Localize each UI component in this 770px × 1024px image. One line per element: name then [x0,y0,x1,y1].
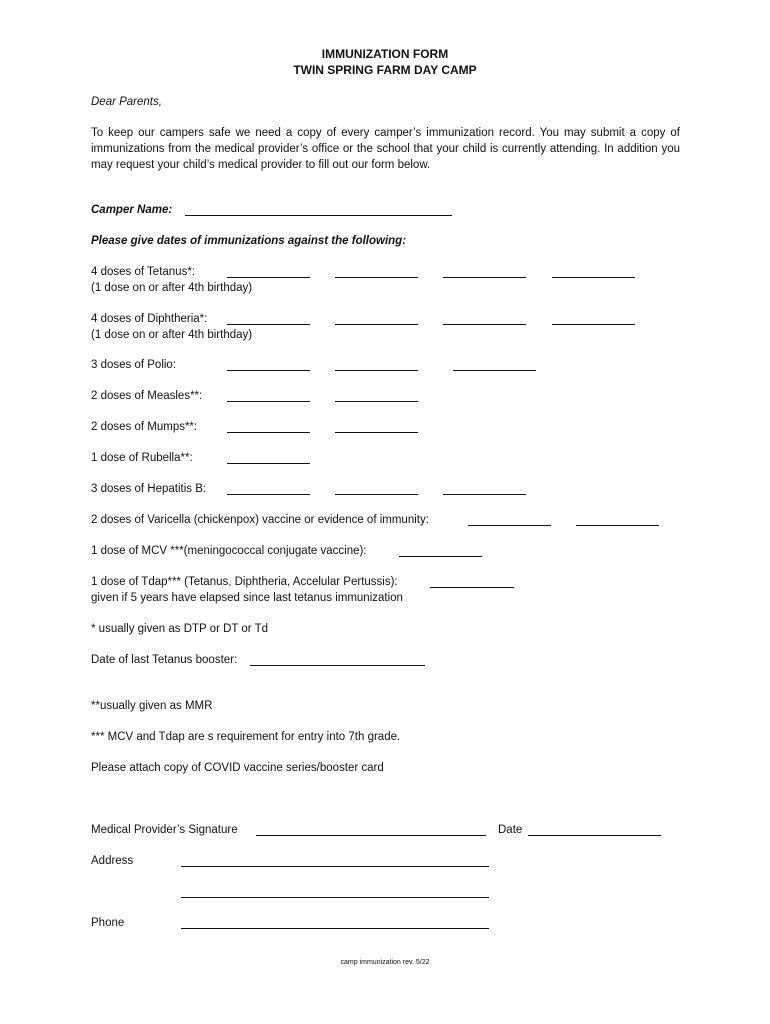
varicella-date-1[interactable] [468,525,551,526]
mcv-label: 1 dose of MCV ***(meningococcal conjugate vaccine): [91,545,367,557]
hepatitis-b-date-3[interactable] [443,494,526,495]
tetanus-date-1[interactable] [227,277,310,278]
polio-date-2[interactable] [335,370,418,371]
hepatitis-b-date-1[interactable] [227,494,310,495]
diphtheria-date-3[interactable] [443,324,526,325]
tdap-date[interactable] [430,587,514,588]
mcv-date[interactable] [399,556,482,557]
footnote-mmr: **usually given as MMR [91,700,213,712]
camper-name-label: Camper Name: [91,204,173,216]
mumps-date-2[interactable] [335,432,418,433]
diphtheria-note: (1 dose on or after 4th birthday) [91,329,253,341]
rubella-date-1[interactable] [227,463,310,464]
tetanus-date-2[interactable] [335,277,418,278]
polio-label: 3 doses of Polio: [91,359,177,371]
diphtheria-date-1[interactable] [227,324,310,325]
tdap-note: given if 5 years have elapsed since last tetanus immunization [91,592,403,604]
form-subtitle: TWIN SPRING FARM DAY CAMP [293,63,477,77]
footer-revision: camp immunization rev. 5/22 [340,959,430,966]
footnote-mcv-tdap: *** MCV and Tdap are s requirement for entry into 7th grade. [91,731,401,743]
polio-date-3[interactable] [453,370,536,371]
mumps-date-1[interactable] [227,432,310,433]
covid-note: Please attach copy of COVID vaccine series/booster card [91,762,384,774]
hepatitis-b-date-2[interactable] [335,494,418,495]
address-label: Address [91,855,134,867]
form-title: IMMUNIZATION FORM [321,47,449,61]
tetanus-booster-label: Date of last Tetanus booster: [91,654,238,666]
phone-label: Phone [91,917,125,929]
signature-field[interactable] [256,835,486,836]
hepatitis-b-label: 3 doses of Hepatitis B: [91,483,207,495]
tetanus-booster-field[interactable] [250,665,425,666]
tdap-label: 1 dose of Tdap*** (Tetanus, Diphtheria, Accelular Pertussis): [91,576,398,588]
varicella-label: 2 doses of Varicella (chickenpox) vaccine or evidence of immunity: [91,514,429,526]
signature-label: Medical Provider’s Signature [91,824,238,836]
intro-paragraph: To keep our campers safe we need a copy of every camper’s immunization record. You may submit a copy of immunizations from the medical provider’s office or the school that your child is currently attending. In addition you may request your child’s medical provider to fill out our form below. [91,127,680,171]
measles-label: 2 doses of Measles**: [91,390,203,402]
greeting: Dear Parents, [91,96,162,108]
camper-name-field[interactable] [185,215,452,216]
tetanus-date-4[interactable] [552,277,635,278]
date-label: Date [498,824,523,836]
rubella-label: 1 dose of Rubella**: [91,452,193,464]
footnote-dtp: * usually given as DTP or DT or Td [91,623,269,635]
tetanus-date-3[interactable] [443,277,526,278]
measles-date-2[interactable] [335,401,418,402]
address-field-line-2[interactable] [181,897,489,898]
tetanus-label: 4 doses of Tetanus*: [91,266,195,278]
diphtheria-label: 4 doses of Diphtheria*: [91,313,208,325]
varicella-date-2[interactable] [576,525,659,526]
address-field-line-1[interactable] [181,866,489,867]
tetanus-note: (1 dose on or after 4th birthday) [91,282,253,294]
date-field[interactable] [528,835,661,836]
phone-field[interactable] [181,928,489,929]
diphtheria-date-2[interactable] [335,324,418,325]
polio-date-1[interactable] [227,370,310,371]
instructions: Please give dates of immunizations against the following: [91,235,407,247]
mumps-label: 2 doses of Mumps**: [91,421,198,433]
measles-date-1[interactable] [227,401,310,402]
diphtheria-date-4[interactable] [552,324,635,325]
